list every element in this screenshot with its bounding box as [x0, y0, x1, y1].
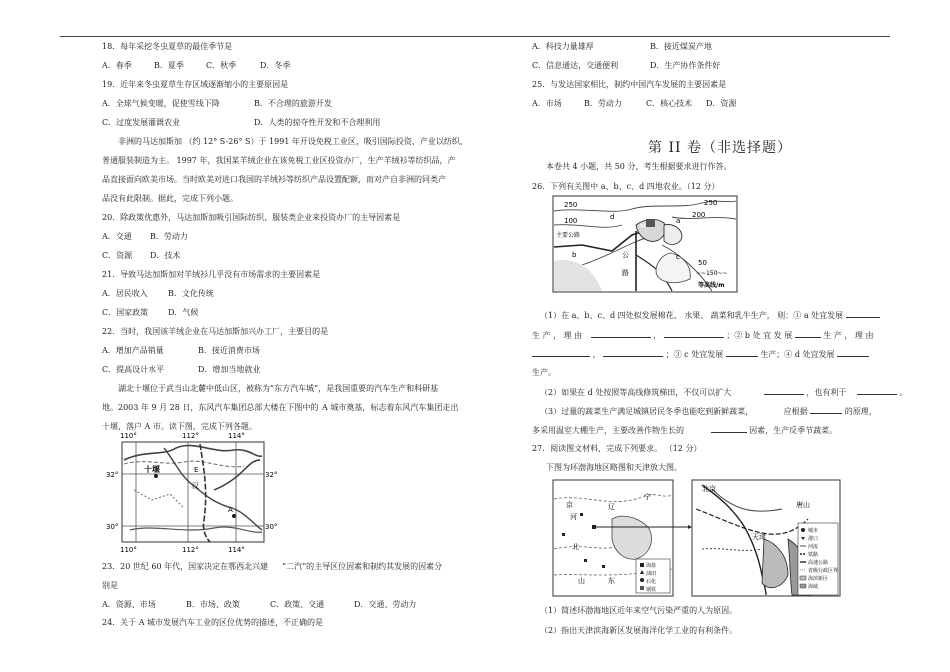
q19-stem: 19．近年来冬虫夏草生存区域逐渐缩小的主要原因是 — [102, 80, 289, 89]
map-city-shiyan: 十堰 — [144, 465, 160, 474]
q27-legend-1: 城市 — [808, 528, 819, 534]
q27-legend-left-1: 海盐 — [646, 563, 657, 569]
q27-label-beijing: 北京 — [702, 485, 716, 493]
q18-opt-b: B．夏季 — [154, 61, 184, 70]
q26-blank-9[interactable] — [764, 386, 804, 395]
intro1-line2: 普通服装制造为主。 1997 年，我国某羊绒企业在该免税工业区投资办厂，生产羊绒衫等纺织品，产 — [102, 156, 456, 165]
q27-legend-8: 海域 — [808, 584, 819, 590]
q24-opt-a: A．科技力量雄厚 — [532, 42, 594, 51]
q26-label-b: b — [572, 251, 577, 259]
q27-label-he: 河 — [570, 513, 577, 521]
q24-stem: 24．关于 A 城市发展汽车工业的区位优势的描述，不正确的是 — [102, 618, 324, 627]
q25-opt-a: A．市场 — [532, 99, 562, 108]
q22-opt-d: D．增加当地就业 — [198, 365, 261, 374]
q19-opt-c: C．过度发展灌溉农业 — [102, 118, 181, 127]
q26-p1d: 生产。 — [532, 368, 556, 377]
intro2-line1: 湖北十堰位于武当山北麓中低山区，被称为“东方汽车城”，是我国重要的汽车生产和科研基 — [118, 384, 439, 393]
map-lon-bottom-2: 112° — [182, 546, 199, 554]
q23-opt-b: B．市场、政策 — [186, 600, 240, 609]
map-lon-bottom-3: 114° — [228, 546, 245, 554]
q27-legend-7: 海滨新区 — [808, 576, 829, 582]
q24-opt-d: D．生产协作条件好 — [650, 61, 721, 70]
q27-p2: （2）指出天津滨海新区发展海洋化学工业的有利条件。 — [540, 626, 738, 635]
q26-p1a: （1）在 a、b、c、d 四处拟发展棉花、 水果、 蔬菜和乳牛生产， 则：① a 处宜发展 — [540, 311, 844, 320]
q26-p3d: 多采用温室大棚生产，主要改善作物生长的 — [532, 426, 684, 435]
q27-label-liao: 辽 — [608, 503, 615, 511]
q24-opt-c: C．信息通达，交通便利 — [532, 61, 619, 70]
q26-label-m: M — [640, 223, 646, 230]
q18-opt-a: A．春季 — [102, 61, 132, 70]
q27-label-shan: 山 — [578, 577, 585, 585]
map-lat-right-2: 30° — [265, 523, 278, 531]
q27-intro: 下图为环渤海地区略图和天津放大图。 — [546, 463, 682, 472]
map-lon-top-1: 110° — [120, 432, 137, 440]
q26-p3c: 的原理， — [844, 407, 877, 416]
q19-opt-b: B．不合理的旅游开发 — [254, 99, 332, 108]
q23-stem-part1: 23．20 世纪 60 年代，国家决定在鄂西北兴建 — [102, 562, 269, 571]
q21-opt-a: A．居民收入 — [102, 289, 148, 298]
q26-p3b: 应根据 — [783, 407, 808, 416]
q27-label-dong: 东 — [608, 577, 615, 585]
q26-c50: 50 — [698, 259, 707, 267]
q20-opt-b: B．劳动力 — [150, 232, 188, 241]
q26-p1-line2: 生 产 ， 理 由 ， ；② b 处 宜 发 展 生 产 ， 理 由 — [532, 331, 874, 340]
q21-opt-b: B．文化传统 — [168, 289, 214, 298]
intro2-line3: 十堰，落户 A 市。读下图，完成下列各题。 — [102, 422, 257, 431]
q20-opt-a: A．交通 — [102, 232, 132, 241]
q26-blank-7[interactable] — [726, 348, 758, 357]
q18-opt-c: C．秋季 — [206, 61, 237, 70]
q26-p3-line2 — [532, 424, 837, 436]
q27-stem: 27．阅读图文材料，完成下列要求。 （12 分） — [532, 444, 702, 453]
q27-legend-4: 铁路 — [808, 552, 819, 558]
q26-road-label: 主要公路 — [556, 232, 581, 239]
q22-opt-c: C．提高设计水平 — [102, 365, 165, 374]
q21-opt-d: D．气候 — [168, 308, 199, 317]
map-lon-top-3: 114° — [228, 432, 245, 440]
q26-c250a: 250 — [564, 201, 578, 209]
q20-opt-c: C．资源 — [102, 251, 133, 260]
q27-label-ning: 宁 — [644, 493, 651, 501]
q26-p3e: 因素，生产反季节蔬菜。 — [749, 426, 838, 435]
q20-opt-d: D．技术 — [150, 251, 181, 260]
q26-lu: 路 — [622, 269, 629, 277]
intro2-line2b: A 城市奠基，标志着东风汽车集团走出 — [322, 403, 459, 412]
q26-blank-12[interactable] — [711, 424, 747, 433]
q26-contour-map — [552, 195, 738, 293]
q26-c200: 200 — [692, 211, 706, 219]
intro1-line3: 品直接面向欧美市场。当时欧美对进口我国的羊绒衫等纺织产品设置配额，而对产自非洲的同类产 — [102, 175, 446, 184]
q18-opt-d: D．冬季 — [260, 61, 291, 70]
q27-legend-left-4: 钢铁 — [646, 587, 657, 593]
q21-stem: 21．导致马达加斯加对羊绒衫几乎没有市场需求的主要因素是 — [102, 270, 321, 279]
q22-opt-b: B．接近消费市场 — [198, 346, 260, 355]
q27-legend-left-2: 油田 — [646, 571, 657, 577]
q26-p3-line1 — [540, 405, 877, 417]
q23-stem-part2: “二汽”的主导区位因素和制约其发展的因素分 — [282, 562, 443, 571]
q24-opt-b: B．接近煤炭产地 — [650, 42, 712, 51]
section-note: 本卷共 4 小题，共 50 分，考生根据要求进行作答。 — [546, 162, 732, 171]
q23-opt-d: D．交通、劳动力 — [354, 600, 417, 609]
q26-p1b-mid: ；② b 处 宜 发 展 — [726, 331, 793, 340]
q27-legend-6: 省级行政区界 — [808, 568, 839, 574]
map-lon-bottom-1: 110° — [120, 546, 137, 554]
q26-c250b: 250 — [704, 199, 718, 207]
q26-p1b-mid2: 生 产 ， 理 由 — [823, 331, 874, 340]
q26-p1-line1 — [540, 309, 880, 321]
q27-label-bei: 北 — [572, 543, 579, 551]
q27-label-jing: 京 — [566, 501, 573, 509]
map-label-e: E — [194, 466, 199, 474]
q26-blank-1[interactable] — [846, 309, 880, 318]
q26-p1c-mid2: 生产；④ d 处宜发展 — [760, 350, 835, 359]
q26-label-a: a — [676, 217, 681, 225]
q26-blank-10[interactable] — [857, 386, 897, 395]
q27-bohai-map — [552, 479, 842, 597]
q26-blank-5[interactable] — [532, 348, 590, 357]
q26-blank-4[interactable] — [795, 329, 821, 338]
map-lat-right-1: 32° — [265, 471, 278, 479]
q26-blank-2[interactable] — [591, 329, 651, 338]
q26-blank-6[interactable] — [603, 348, 663, 357]
q23-opt-c: C．政策、交通 — [270, 600, 325, 609]
q26-p1-line3: ， ；③ c 处宜发展 生产；④ d 处宜发展 — [532, 348, 869, 360]
q25-opt-c: C．核心技术 — [646, 99, 693, 108]
q23-opt-a: A．资源、市场 — [102, 600, 156, 609]
section-title: 第 II 卷（非选择题） — [648, 140, 792, 156]
q26-c100: 100 — [564, 217, 578, 225]
map-label-river: 汉 — [192, 482, 199, 490]
q25-opt-d: D．资源 — [706, 99, 737, 108]
q26-p2c: 。 — [899, 388, 908, 397]
hubei-map — [104, 430, 276, 556]
q27-legend-5: 高速公路 — [808, 560, 829, 566]
q19-opt-a: A．全球气候变暖，促使雪线下降 — [102, 99, 220, 108]
q27-legend-3: 河流 — [808, 544, 819, 550]
q26-p3a: （3）过量的蔬菜生产满足城镇居民冬季也能吃到新鲜蔬菜， — [540, 407, 754, 416]
map-lon-top-2: 112° — [182, 432, 199, 440]
q26-legend-label: 等高线/m — [698, 282, 725, 289]
q26-p2: （2）如果在 d 处按照等高线修筑梯田，不仅可以扩大 — [540, 388, 732, 397]
top-rule — [60, 36, 890, 37]
river-han — [164, 448, 262, 530]
q26-p2-line — [540, 386, 907, 398]
q26-p1b-pre: 生 产 ， 理 由 — [532, 331, 583, 340]
q26-blank-8[interactable] — [837, 348, 869, 357]
q27-p1: （1）简述环渤海地区近年来空气污染严重的人为原因。 — [540, 606, 738, 615]
map-point-a: A — [228, 506, 233, 514]
map-frame — [122, 442, 264, 542]
q27-legend-left-3: 石化 — [646, 579, 657, 585]
q26-stem: 26．下列有关图中 a、b、c、d 四地农业。（12 分） — [532, 182, 720, 191]
q21-opt-c: C．国家政策 — [102, 308, 149, 317]
intro1-line4: 品没有此限制。据此，完成下列小题。 — [102, 194, 238, 203]
q22-stem: 22．当时，我国该羊绒企业在马达加斯加兴办工厂，主要目的是 — [102, 327, 329, 336]
q26-blank-3[interactable] — [664, 329, 724, 338]
q25-stem: 25．与发达国家相比，制约中国汽车发展的主要因素是 — [532, 80, 727, 89]
q26-label-c: c — [676, 253, 680, 261]
intro2-line2a: 地。2003 年 9 月 28 日，东风汽车集团总部大楼在下图中的 — [102, 403, 319, 412]
intro1-line1: 非洲的马达加斯加 （约 12° S-26° S）于 1991 年开设免税工业区，吸引国际投资，产业以纺织、 — [118, 137, 468, 146]
q26-blank-11[interactable] — [810, 405, 842, 414]
q23-stem-part3: 别是 — [102, 581, 118, 590]
q18-stem: 18．每年采挖冬虫夏草的最佳季节是 — [102, 42, 233, 51]
q25-opt-b: B．劳动力 — [584, 99, 622, 108]
q26-gong: 公 — [622, 251, 629, 259]
q27-legend-2: 港口 — [808, 536, 819, 542]
q26-p2b: ，也有利于 — [806, 388, 847, 397]
q26-p1c-mid: ；③ c 处宜发展 — [665, 350, 724, 359]
q27-label-tangshan: 唐山 — [796, 501, 810, 509]
q19-opt-d: D．人类的掠夺性开发和不合理利用 — [254, 118, 381, 127]
q27-label-tianjin: 天津 — [752, 533, 766, 541]
q26-legend-line: ~~150~~ — [696, 270, 728, 277]
q20-stem: 20．除政策优惠外，马达加斯加吸引国际纺织、服装类企业来投资办厂的主导因素是 — [102, 213, 401, 222]
map-lat-left-1: 32° — [106, 471, 119, 479]
q22-opt-a: A．增加产品销量 — [102, 346, 164, 355]
map-lat-left-2: 30° — [106, 523, 119, 531]
q26-label-d: d — [610, 213, 615, 221]
